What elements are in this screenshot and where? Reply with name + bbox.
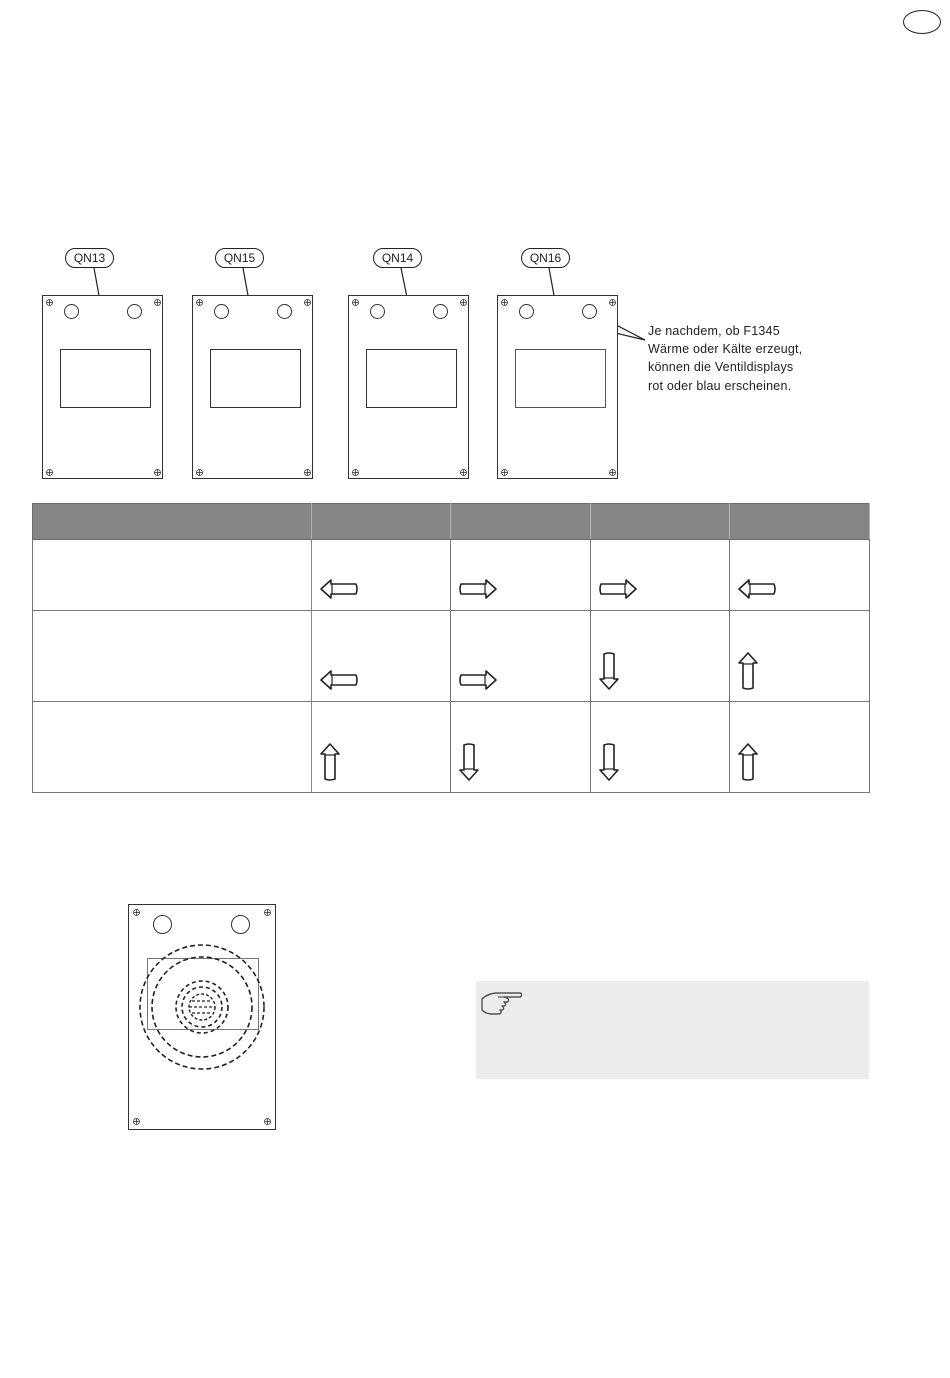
table-cell xyxy=(591,611,730,702)
valve-display xyxy=(515,349,606,408)
screw-icon xyxy=(460,299,467,306)
screw-icon xyxy=(154,299,161,306)
valve-label-qn14: QN14 xyxy=(373,248,422,268)
table-cell xyxy=(312,702,451,793)
screw-icon xyxy=(352,299,359,306)
dashed-circles-diagram xyxy=(129,905,277,1131)
arrow-right-icon xyxy=(458,578,498,600)
arrow-left-icon xyxy=(319,669,359,691)
table-cell xyxy=(312,540,451,611)
arrow-left-icon xyxy=(319,578,359,600)
valve-display xyxy=(210,349,301,408)
screw-icon xyxy=(196,299,203,306)
valve-panel-qn16 xyxy=(497,295,618,479)
valve-label-qn16: QN16 xyxy=(521,248,570,268)
table-header-cell xyxy=(451,504,591,540)
table-cell xyxy=(312,611,451,702)
table-row-label xyxy=(33,540,312,611)
valve-panel-qn13 xyxy=(42,295,163,479)
table-header-cell xyxy=(730,504,870,540)
table-row xyxy=(33,702,870,793)
table-cell xyxy=(591,702,730,793)
valve-display xyxy=(366,349,457,408)
arrow-down-icon xyxy=(598,651,620,691)
arrow-right-icon xyxy=(598,578,638,600)
screw-icon xyxy=(196,469,203,476)
valve-knob xyxy=(277,304,292,319)
table-cell xyxy=(451,702,591,793)
valve-knob xyxy=(64,304,79,319)
screw-icon xyxy=(352,469,359,476)
table-header-cell xyxy=(33,504,312,540)
table-header-cell xyxy=(312,504,451,540)
table-header-row xyxy=(33,504,870,540)
hint-box xyxy=(476,981,869,1079)
valve-knob xyxy=(370,304,385,319)
arrow-left-icon xyxy=(737,578,777,600)
screw-icon xyxy=(154,469,161,476)
pointing-hand-icon xyxy=(480,990,524,1018)
table-row xyxy=(33,611,870,702)
screw-icon xyxy=(304,469,311,476)
table-row-label xyxy=(33,702,312,793)
valve-label-qn13: QN13 xyxy=(65,248,114,268)
valve-display xyxy=(60,349,151,408)
table-row xyxy=(33,540,870,611)
table-row-label xyxy=(33,611,312,702)
table-cell xyxy=(730,540,870,611)
arrow-down-icon xyxy=(458,742,480,782)
valve-knob xyxy=(127,304,142,319)
screw-icon xyxy=(460,469,467,476)
screw-icon xyxy=(609,469,616,476)
arrow-up-icon xyxy=(737,742,759,782)
valve-panel-detail xyxy=(128,904,276,1130)
table-cell xyxy=(730,611,870,702)
screw-icon xyxy=(501,299,508,306)
screw-icon xyxy=(304,299,311,306)
table-cell xyxy=(730,702,870,793)
valve-knob xyxy=(214,304,229,319)
screw-icon xyxy=(46,299,53,306)
arrow-up-icon xyxy=(737,651,759,691)
valve-direction-table xyxy=(32,503,870,793)
valve-panel-qn15 xyxy=(192,295,313,479)
valve-knob xyxy=(519,304,534,319)
table-header-cell xyxy=(591,504,730,540)
valve-panel-qn14 xyxy=(348,295,469,479)
valve-knob xyxy=(433,304,448,319)
screw-icon xyxy=(609,299,616,306)
table-cell xyxy=(591,540,730,611)
screw-icon xyxy=(46,469,53,476)
arrow-down-icon xyxy=(598,742,620,782)
screw-icon xyxy=(501,469,508,476)
valve-label-qn15: QN15 xyxy=(215,248,264,268)
table-cell xyxy=(451,540,591,611)
valve-display-note: Je nachdem, ob F1345 Wärme oder Kälte erzeugt, können die Ventildisplays rot oder blau erscheinen. xyxy=(648,324,803,393)
table-cell xyxy=(451,611,591,702)
arrow-up-icon xyxy=(319,742,341,782)
valve-knob xyxy=(582,304,597,319)
arrow-right-icon xyxy=(458,669,498,691)
